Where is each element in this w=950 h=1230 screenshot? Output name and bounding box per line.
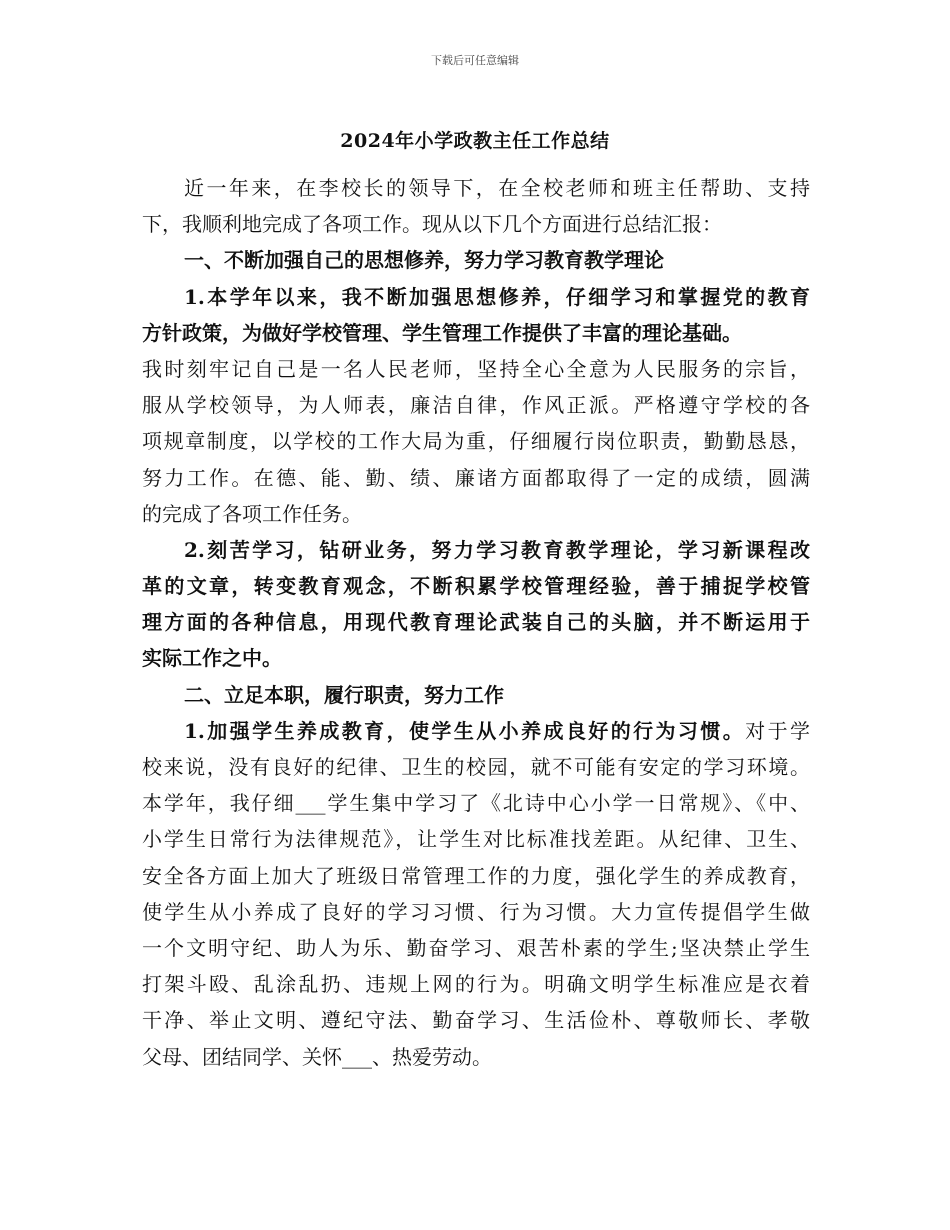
body-line: 项规章制度，以学校的工作大局为重，仔细履行岗位职责，勤勤恳恳， (142, 429, 810, 454)
body-line (142, 713, 810, 749)
body-line: 安全各方面上加大了班级日常管理工作的力度，强化学生的养成教育， (142, 863, 810, 888)
body-line: 打架斗殴、乱涂乱扔、违规上网的行为。明确文明学生标准应是衣着 (142, 972, 810, 997)
body-line: 下，我顺利地完成了各项工作。现从以下几个方面进行总结汇报： (142, 212, 722, 237)
body-line: 校来说，没有良好的纪律、卫生的校园，就不可能有安定的学习环境。 (142, 755, 810, 779)
body-line: 干净、举止文明、遵纪守法、勤奋学习、生活俭朴、尊敬师长、孝敬 (142, 1008, 810, 1033)
body-line: 努力工作。在德、能、勤、绩、廉诸方面都取得了一定的成绩，圆满 (142, 465, 810, 490)
body-line: 小学生日常行为法律规范》，让学生对比标准找差距。从纪律、卫生、 (142, 827, 810, 852)
body-line: 实际工作之中。 (142, 646, 282, 671)
header-note: 下载后可任意编辑 (431, 54, 519, 67)
body-line: 近一年来，在李校长的领导下，在全校老师和班主任帮助、支持 (184, 176, 810, 200)
body-line: 本学年，我仔细___学生集中学习了《北诗中心小学一日常规》、《中、 (142, 791, 810, 816)
body-line: 一、不断加强自己的思想修养，努力学习教育教学理论 (184, 248, 664, 273)
body-line: 方针政策，为做好学校管理、学生管理工作提供了丰富的理论基础。 (142, 320, 742, 345)
body-line: 使学生从小养成了良好的学习习惯、行为习惯。大力宣传提倡学生做 (142, 899, 810, 924)
body-line: 父母、团结同学、关怀___、热爱劳动。 (142, 1044, 492, 1069)
line-text: 对于学 (745, 718, 810, 743)
body-line: 我时刻牢记自己是一名人民老师，坚持全心全意为人民服务的宗旨， (142, 356, 810, 381)
line-bold-lead: 1.加强学生养成教育，使学生从小养成良好的行为习惯。 (184, 718, 746, 743)
body-line: 的完成了各项工作任务。 (142, 501, 362, 526)
document-body (142, 170, 810, 1075)
body-line: 二、立足本职，履行职责，努力工作 (184, 682, 504, 707)
body-line: 一个文明守纪、助人为乐、勤奋学习、艰苦朴素的学生;坚决禁止学生 (142, 935, 810, 960)
document-title: 2024年小学政教主任工作总结 (340, 130, 610, 152)
body-line: 服从学校领导，为人师表，廉洁自律，作风正派。严格遵守学校的各 (142, 393, 810, 418)
body-line: 1.本学年以来，我不断加强思想修养，仔细学习和掌握党的教育 (184, 284, 810, 309)
body-line: 理方面的各种信息，用现代教育理论武装自己的头脑，并不断运用于 (142, 610, 810, 635)
body-line: 革的文章，转变教育观念，不断积累学校管理经验，善于捕捉学校管 (142, 574, 810, 599)
body-line: 2.刻苦学习，钻研业务，努力学习教育教学理论，学习新课程改 (184, 537, 810, 562)
